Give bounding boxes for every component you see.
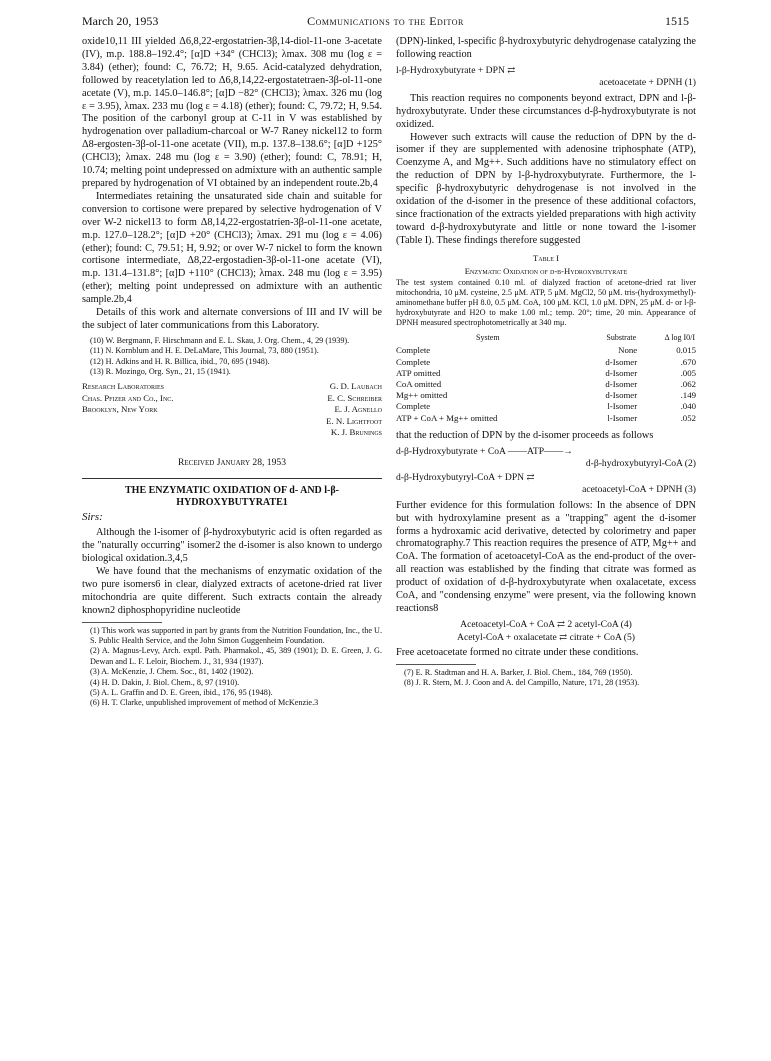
paragraph: that the reduction of DPN by the d-isomer proceeds as follows bbox=[396, 429, 654, 441]
table-cell: l-Isomer bbox=[607, 412, 638, 423]
table-title: Enzymatic Oxidation of d-β-Hydroxybutyrate bbox=[464, 265, 628, 276]
footnote: (4) H. D. Dakin, J. Biol. Chem., 8, 97 (1910). bbox=[90, 677, 240, 687]
author-name: E. C. Schreiber bbox=[327, 392, 382, 403]
table-row bbox=[396, 368, 696, 379]
page-number: 1515 bbox=[665, 14, 689, 28]
table-row bbox=[396, 390, 696, 401]
reference-item: (10) W. Bergmann, F. Hirschmann and E. L. Skau, J. Org. Chem., 4, 29 (1939). bbox=[90, 335, 350, 345]
footnote: (5) A. L. Graffin and D. E. Green, ibid., 176, 95 (1948). bbox=[90, 688, 273, 698]
equation-5: Acetyl-CoA + oxalacetate ⇄ citrate + CoA (5) bbox=[457, 631, 635, 643]
table-cell: ATP + CoA + Mg++ omitted bbox=[396, 412, 498, 423]
column-header: Δ log I0/I bbox=[664, 332, 695, 342]
header-date: March 20, 1953 bbox=[82, 14, 159, 28]
footnote: (3) A. McKenzie, J. Chem. Soc., 81, 1402 (1902). bbox=[90, 667, 254, 677]
equation-1 bbox=[396, 65, 696, 89]
paragraph: We have found that the mechanisms of enzymatic oxidation of the two pure isomers6 in clear, dialyzed extracts of acetone-dried rat liver mitochondria are quite different. Such extracts contain the already known2 diphosphopyridine nucleotide bbox=[82, 566, 382, 616]
table-cell: d-Isomer bbox=[605, 390, 638, 401]
article-title: THE ENZYMATIC OXIDATION OF d- AND l-β-HYDROXYBUTYRATE1 bbox=[125, 485, 339, 509]
paragraph: oxide10,11 III yielded Δ6,8,22-ergostatrien-3β,14-diol-11-one 3-acetate (IV), m.p. 188.8–192.4°; [α]D +34° (CHCl3); λmax. 308 mu (log ε = 3.84) (ether); found: C, 76.72; H, 9.65. Acid-catalyzed dehydration, followed by reacetylation led to Δ6,8,14,22-ergostatetraen-3β-ol-11-one acetate (V), m.p. 145.0–146.8°; [α]D −82° (CHCl3); λmax. 326 mu (log ε = 3.95), λmax. 233 mu (log ε = 4.18) (ether); found: C, 79.72; H, 9.54. The position of the carbonyl group at C-11 in V was established by hydrogenation over palladium-charcoal or W-7 Raney nickel12 to form Δ8-ergosten-3β-ol-11-one acetate (VII), m.p. 137.8–138.6°; [α]D +125° (CHCl3); λmax. 248 mu (log ε = 3.90) (ether); found: C, 78.91; H, 10.74; melting point undepressed on admixture with an authentic sample prepared by hydrogenation of VI obtained by an independent route.2b,4 bbox=[82, 36, 382, 189]
reference-item: (12) H. Adkins and H. R. Billica, ibid., 70, 695 (1948). bbox=[90, 356, 270, 366]
table-cell: d-Isomer bbox=[605, 367, 638, 378]
table-cell: Complete bbox=[396, 345, 431, 356]
table-cell: .670 bbox=[680, 356, 696, 367]
table-row bbox=[396, 357, 696, 368]
equation-2 bbox=[396, 446, 696, 470]
table-cell: ATP omitted bbox=[396, 367, 441, 378]
footnote: (1) This work was supported in part by grants from the Nutrition Foundation, Inc., the U. S. Public Health Service, and the John Simon Guggenheim Foundation. bbox=[90, 625, 382, 646]
left-column bbox=[82, 36, 382, 709]
table-cell: d-Isomer bbox=[605, 356, 638, 367]
author-name: K. J. Brunings bbox=[330, 427, 382, 438]
table-row bbox=[396, 379, 696, 390]
paragraph: This reaction requires no components beyond extract, DPN and l-β-hydroxybutyrate. Under these circumstances d-β-hydroxybutyrate is not oxidized. bbox=[396, 92, 696, 130]
table-cell: l-Isomer bbox=[607, 401, 638, 412]
affiliation bbox=[82, 381, 174, 416]
paragraph: Although the l-isomer of β-hydroxybutyric acid is often regarded as the "naturally occurring" isomer2 the d-isomer is also known to undergo biological oxidation.3,4,5 bbox=[82, 527, 382, 565]
salutation: Sirs: bbox=[82, 511, 103, 524]
author-name: G. D. Laubach bbox=[329, 381, 382, 392]
footnote: (6) H. T. Clarke, unpublished improvement of method of McKenzie.3 bbox=[90, 698, 319, 708]
table-header-row bbox=[396, 331, 696, 346]
reference-item: (13) R. Mozingo, Org. Syn., 21, 15 (1941). bbox=[90, 367, 231, 377]
table-cell: 0.015 bbox=[676, 345, 696, 356]
footnote: (2) A. Magnus-Levy, Arch. exptl. Path. Pharmakol., 45, 389 (1901); D. E. Green, J. G. Dewan and L. F. Leloir, Biochem. J., 31, 934 (1937). bbox=[90, 646, 382, 666]
table-cell: None bbox=[618, 345, 638, 356]
table-cell: d-Isomer bbox=[605, 379, 638, 390]
paragraph: Free acetoacetate formed no citrate under these conditions. bbox=[396, 646, 639, 658]
received-date: Received January 28, 1953 bbox=[177, 457, 286, 469]
table-label: Table I bbox=[533, 252, 559, 263]
table-row bbox=[396, 413, 696, 424]
paragraph: Details of this work and alternate conversions of III and IV will be the subject of later communications from this Laboratory. bbox=[82, 307, 382, 331]
paragraph: Further evidence for this formulation follows: In the absence of DPN but with hydroxylamine present as a "trapping" agent the d-isomer forms a hydroxamic acid derivative, detected by colorimetry and paper chromatography.7 This reaction requires the presence of ATP, Mg++ and CoA. The formation of acetoacetyl-CoA as the end-product of the over-all reaction was established by the finding that citrate was formed as product of oxidation of d-β-hydroxybutyrate when oxalacetate, excess CoA, and "condensing enzyme" were present, via the following known reactions8 bbox=[396, 499, 696, 614]
data-table bbox=[396, 331, 696, 424]
affiliation-line: Chas. Pfizer and Co., Inc. bbox=[82, 392, 174, 403]
table-cell: Mg++ omitted bbox=[396, 390, 448, 401]
paragraph: Intermediates retaining the unsaturated side chain and suitable for conversion to cortisone were prepared by selective hydrogenation of V over W-2 nickel13 to form Δ8,14,22-ergostatrien-3β-ol-11-one acetate, m.p. 127.0–128.2°; [α]D +20° (CHCl3); λmax. 291 mu (log ε = 4.06) (ether); found: C, 79.51; H, 9.92; or over W-7 nickel to form the known cortisone intermediate, Δ8,22-ergostadien-3β-ol-11-one acetate (VI), m.p. 131.4–131.8°; [α]D +110° (CHCl3); λmax. 248 mu (log ε = 3.95) (ether); melting point undepressed on admixture with an authentic sample.2b,4 bbox=[82, 190, 382, 306]
table-caption: The test system contained 0.10 ml. of dialyzed fraction of acetone-dried rat liver mitochondria, 10 μM. cysteine, 2.5 μM. ATP, 5 μM. MgCl2, 50 μM. tris-(hydroxymethyl)-aminomethane buffer pH 8.0, 0.5 μM. CoA, 100 μM. KCl, 1.0 μM. DPN, 25 μM. d- or l-β-hydroxybutyrate and H2O to make 1.00 ml.; temp. 20°; time, 20 min. Appearance of DPNH measured spectrophotometrically at 340 mμ. bbox=[396, 277, 696, 328]
equation-lhs: d-β-Hydroxybutyryl-CoA + DPN ⇄ bbox=[396, 471, 535, 483]
column-header: System bbox=[476, 332, 500, 342]
divider bbox=[82, 478, 382, 479]
right-column bbox=[396, 36, 696, 689]
table-cell: .052 bbox=[680, 412, 696, 423]
column-header: Substrate bbox=[606, 332, 637, 342]
table-cell: .149 bbox=[680, 390, 696, 401]
equation-4: Acetoacetyl-CoA + CoA ⇄ 2 acetyl-CoA (4) bbox=[460, 618, 632, 630]
author-name: E. N. Lightfoot bbox=[326, 415, 382, 426]
author-list bbox=[326, 381, 382, 439]
reference-item: (11) N. Kornblum and H. E. DeLaMare, This Journal, 73, 880 (1951). bbox=[90, 346, 319, 356]
table-cell: Complete bbox=[396, 401, 431, 412]
footnote-rule bbox=[82, 622, 162, 623]
table-cell: .005 bbox=[680, 367, 696, 378]
footnote: (8) J. R. Stern, M. J. Coon and A. del Campillo, Nature, 171, 28 (1953). bbox=[404, 678, 640, 688]
header-section: Communications to the Editor bbox=[307, 14, 464, 28]
equation-rhs: acetoacetate + DPNH (1) bbox=[599, 76, 696, 88]
equation-lhs: l-β-Hydroxybutyrate + DPN ⇄ bbox=[396, 64, 516, 76]
affiliation-line: Brooklyn, New York bbox=[82, 404, 158, 415]
table-cell: .062 bbox=[680, 379, 696, 390]
table-row bbox=[396, 345, 696, 356]
table-row bbox=[396, 401, 696, 412]
equation-rhs: acetoacetyl-CoA + DPNH (3) bbox=[582, 483, 696, 495]
footnote: (7) E. R. Stadtman and H. A. Barker, J. Biol. Chem., 184, 769 (1950). bbox=[404, 667, 633, 677]
paragraph: (DPN)-linked, l-specific β-hydroxybutyric dehydrogenase catalyzing the following reaction bbox=[396, 36, 696, 60]
paragraph: However such extracts will cause the reduction of DPN by the d-isomer if they are supplemented with adenosine triphosphate (ATP), Coenzyme A, and Mg++. Such additions have no stimulatory effect on the reduction of DPN by l-β-hydroxybutyrate. Furthermore, the l-specific β-hydroxybutyric dehydrogenase is not involved in the oxidation of the d-isomer in the presence of these additional cofactors, since fractionation of the extracts yielded preparations with high activity toward d-β-hydroxybutyrate and little or none toward the l-isomer (Table I). These findings therefore suggested bbox=[396, 131, 696, 246]
equation-rhs: d-β-hydroxybutyryl-CoA (2) bbox=[585, 457, 696, 469]
table-cell: CoA omitted bbox=[396, 379, 442, 390]
equation-lhs: d-β-Hydroxybutyrate + CoA ——ATP——→ bbox=[396, 445, 573, 457]
running-header bbox=[82, 14, 689, 32]
table-cell: .040 bbox=[680, 401, 696, 412]
signature-block bbox=[82, 381, 382, 455]
footnote-rule bbox=[396, 664, 476, 665]
table-cell: Complete bbox=[396, 356, 431, 367]
author-name: E. J. Agnello bbox=[334, 404, 382, 415]
equation-3 bbox=[396, 472, 696, 496]
reference-list bbox=[82, 336, 382, 378]
affiliation-line: Research Laboratories bbox=[82, 381, 165, 392]
